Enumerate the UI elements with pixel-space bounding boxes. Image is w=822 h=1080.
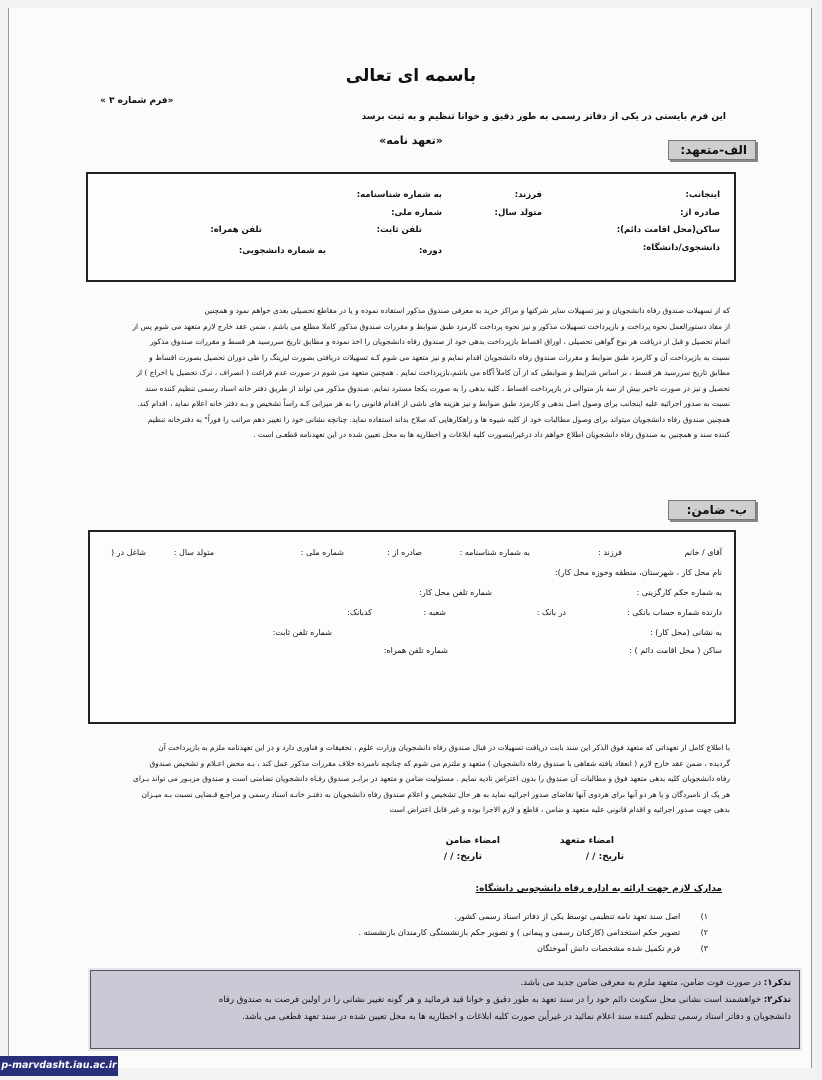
obligor-national-label: شماره ملی: — [391, 208, 442, 218]
paragraph-line: بدهی جهت صدور اجرائیه و اقدام قانونی علیه متعهد و ضامن ، قاطع و لازم الاجرا بوده و غیر قابل اعتراض است — [389, 805, 730, 814]
obligor-issued-label: صادره از: — [680, 208, 720, 218]
guarantor-mobile-label: شماره تلفن همراه: — [383, 646, 448, 655]
item-number: ۱) — [700, 912, 708, 921]
paragraph-line: گردیده ، ضمن عقد خارج لازم ( انعقاد یافته شفاهی با صندوق رفاه دانشجویان ) متعهد و ملتزم می شوم که چنانچه نامبرده خلاف مقررات مذکور عمل کند ، بـه محض اعـلام و تشخیص صندوق — [149, 758, 730, 768]
obligor-period-label: دوره: — [419, 246, 442, 256]
obligor-student-no-label: به شماره دانشجویی: — [238, 246, 326, 256]
guarantor-work-phone-label: شماره تلفن محل کار: — [419, 588, 492, 597]
guarantor-national-label: شماره ملی : — [300, 548, 344, 557]
site-watermark: p-marvdasht.iau.ac.ir — [0, 1056, 118, 1076]
item-number: ۲) — [700, 928, 708, 937]
note-2-continuation: دانشجویان و دفاتر اسناد رسمی تنظیم کننده سند اعلام نمائید در غیرأین صورت کلیه ابلاغات و اخطاریه ها به محل تعیین شده در سند تعهد قطعی می باشد. — [242, 1012, 791, 1022]
paragraph-line: نسبت به بازپرداخت آن و کارمزد طبق ضوابط و مقررات صندوق رفاه دانشجویان اقدام نمایم و نیز متعهد می شوم کـه تسهیلات دریافتی بصورت لیزینگ را طی دوران تحصیل بصورت اقساط و — [149, 352, 730, 362]
guarantor-job-label: شاغل در ( — [110, 548, 146, 557]
note-2 — [99, 992, 791, 1009]
obligor-mobile-label: تلفن همراه: — [210, 225, 262, 235]
item-text: تصویر حکم استخدامی (کارکنان رسمی و پیمانی ) و تصویر حکم بازنشستگی کارمندان بازنشسته . — [358, 928, 681, 937]
guarantor-id-label: به شماره شناسنامه : — [459, 548, 530, 557]
paragraph-line: مطابق تاریخ سررسید هر قسط ، بر اساس شرایط و ضوابطی که از آن کاملاً آگاه می باشم،بازپرداخت نمایم . همچنین متعهد می شوم در صورت عدم فراغت ( انصراف ، ترک تحصیل یا اخراج ) از — [136, 368, 730, 377]
paragraph-line: تحصیل و نیز در صورت تاخیر بیش از سه بار متوالی در بازپرداخت اقساط ، کلیه بدهی را به صورت یکجا مسترد نمایم. صندوق مذکور می تواند از طریق دفتر خانه اسناد رسمی تنظیم کننده سند — [145, 383, 730, 393]
guarantor-birth-label: متولد سال : — [173, 548, 214, 557]
guarantor-residence-label: ساکن ( محل اقامت دائم ) : — [629, 646, 722, 655]
guarantor-sir-label: آقای / خانم — [684, 548, 722, 557]
item-text: فرم تکمیل شده مشخصات دانش آموختگان — [537, 944, 681, 953]
note-1-text: در صورت فوت ضامن، متعهد ملزم به معرفی ضامن جدید می باشد. — [520, 978, 762, 988]
guarantor-box — [88, 530, 736, 724]
paragraph-line: اتمام تحصیل و قبل از دریافت هر نوع گواهی تحصیلی ، اوراق اقساط بازپرداخت بدهی خود از صندوق رفاه دانشجویان را اخذ نموده و مطابق تاریخ سررسید هر قسط و مقررات صندوق مذکور — [150, 337, 730, 346]
paragraph-line: هر یک از نامبردگان و یا هر دو آنها برای هردوی آنها تقاضای صدور اجرائیه نماید به هر حال تشخیص و اعلام صندوق رفاه دانشجویان به دفتـر خانـه اسناد رسمی و مراجـع قـضایی نسبت بـه میـزان — [141, 789, 730, 799]
guarantor-work-address2-label: به نشانی (محل کار) : — [650, 628, 722, 637]
instruction-text: این فرم بایستی در یکی از دفاتر رسمی به طور دقیق و خوانا تنظیم و به ثبت برسد — [361, 112, 726, 122]
item-number: ۳) — [700, 944, 708, 953]
paragraph-line: که از تسهیلات صندوق رفاه دانشجویان و نیز تسهیلات سایر شرکتها و مراکز خرید به معرفی صندوق مذکور استفاده نموده و یا در مقاطع تحصیلی بعدی خواهم نمود و همچنین — [204, 306, 730, 315]
section-a-heading: الف-متعهد: — [668, 140, 756, 160]
guarantor-account-label: دارنده شماره حساب بانکی : — [627, 608, 722, 617]
guarantor-father-label: فرزند : — [598, 548, 622, 557]
documents-heading: مدارک لازم جهت ارائه به اداره رفاه دانشجویی دانشگاه: — [475, 884, 722, 894]
document-item-3 — [537, 944, 708, 953]
note-2-text: خواهشمند است نشانی محل سکونت دائم خود را در سند تعهد به طور دقیق و خوانا قید فرمائید و هر گونه تغییر نشانی را در اولین فرصت به صندوق رفاه — [218, 995, 762, 1005]
guarantor-signature-label: امضاء ضامن — [445, 836, 500, 846]
obligor-residence-label: ساکن(محل اقامت دائم): — [616, 225, 720, 235]
notes-box — [90, 970, 800, 1049]
document-item-2 — [359, 928, 708, 937]
obligor-birth-label: متولد سال: — [494, 208, 542, 218]
guarantor-work-address-label: نام محل کار ، شهرستان، منطقه وحوزه محل کار): — [554, 568, 722, 577]
guarantor-employment-label: به شماره حکم کارگزینی : — [636, 588, 722, 597]
guarantor-phone-label: شماره تلفن ثابت: — [272, 628, 332, 637]
obligor-id-label: به شماره شناسنامه: — [356, 190, 442, 200]
guarantor-branch-code-label: کدبانک: — [347, 608, 372, 617]
guarantor-bank-label: در بانک : — [536, 608, 566, 617]
guarantor-date-label: تاریخ: / / — [443, 852, 482, 862]
paragraph-line: از مفاد دستورالعمل نحوه پرداخت و بازپرداخت تسهیلات مذکور و نیز نحوه پرداخت کارمزد طبق ضوابط و مقررات صندوق مذکور کاملا مطلع می باشم ، ضمن عقد خارج لازم متعهد می شوم پس از — [132, 321, 730, 331]
obligor-paragraph — [90, 303, 730, 443]
obligor-phone-label: تلفن ثابت: — [376, 225, 422, 235]
guarantor-branch-label: شعبه : — [423, 608, 446, 617]
paragraph-line: همچنین صندوق رفاه دانشجویان میتواند برای وصول مطالبات خود از کلیه شیوه ها و راهکارهایی که صلاح بداند استفاده نماید. چنانچه نشانی خود را تغییر دهم مراتب را فوراً" به دفترخانه تنظیم — [147, 414, 730, 424]
obligor-student-label: دانشجوی/دانشگاه: — [642, 243, 720, 253]
obligor-name-label: اینجانب: — [685, 190, 720, 200]
paragraph-line: رفاه دانشجویان کلیه بدهی متعهد فوق و مطالبات آن صندوق را بدون اعتراض تادیه نمایم . مسئولیت ضامن و متعهد در برابـر صندوق رفـاه دانشجویان تضامنی است و صندوق مزبـور می تواند بـرای — [133, 774, 730, 783]
paragraph-line: کننده سند و همچنین به صندوق رفاه دانشجویان اطلاع خواهم داد درغیراینصورت کلیه ابلاغات و اخطاریه ها به محل تعیین شده در این تعهدنامه قطعـی است . — [253, 430, 730, 439]
section-b-heading: ب- ضامن: — [668, 500, 756, 520]
paragraph-line: نسبت به صدور اجرائیه علیه اینجانب برای وصول اصل بدهی و کارمزد طبق ضوابط و نیز هزینه های ناشی از اقدام قانونی را به هر میزانی کـه راساً تشخیص و بـه دفتر خانه اعلام نماید ، اقدام کند. — [137, 399, 730, 408]
page-title: باسمه ای تعالی — [345, 66, 477, 86]
form-number: «فرم شماره ۳ » — [100, 96, 174, 106]
note-1 — [99, 975, 791, 992]
pledge-title: «تعهد نامه» — [379, 134, 443, 147]
obligor-father-label: فرزند: — [514, 190, 542, 200]
document-item-1 — [455, 912, 708, 921]
guarantor-issued-label: صادره از : — [387, 548, 422, 557]
item-text: اصل سند تعهد نامه تنظیمی توسط یکی از دفاتر اسناد رسمی کشور. — [454, 912, 681, 921]
note-1-label: تذکر۱: — [763, 978, 791, 988]
obligor-signature-label: امضاء متعهد — [559, 836, 614, 846]
obligor-date-label: تاریخ: / / — [585, 852, 624, 862]
paragraph-line: با اطلاع کامل از تعهداتی که متعهد فوق الذکر این سند بابت دریافت تسهیلات در قبال صندوق رفاه دانشجویان وزارت علوم ، تحقیقات و فناوری دارد و در این تعهدنامه ملزم به بازپرداخت آن — [158, 743, 730, 752]
notes-text — [91, 971, 799, 1030]
guarantor-paragraph — [90, 740, 730, 818]
note-2-label: تذکر۲: — [763, 995, 791, 1005]
